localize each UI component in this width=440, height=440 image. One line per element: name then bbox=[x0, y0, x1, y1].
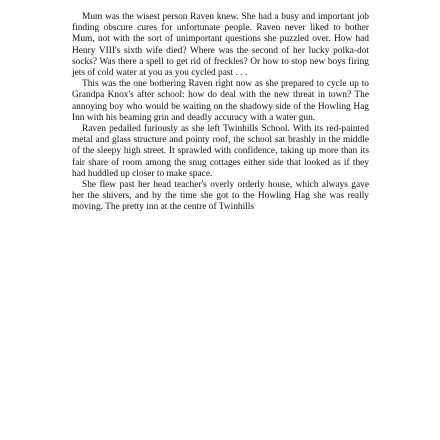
paragraph-1: Mum was the wisest person Raven knew. She had a busy and important job finding obscure cures for unfortunate people. Raven never liked to bother Mum, not with the sort of unimportant questions she puzzled over. How had Henry VIII's sixth wife died? Where was the second of her lucky polka-dot socks? Was there a spell to get rid of freckles? Or how to stop new boys firing jets of cold water at you as you cycled past . . . bbox=[72, 12, 369, 79]
paragraph-3: Raven pedalled furiously as she left Twinhills School. With its red-painted metal and glass structure and pointy roof, the school sat brashly in the middle of the sleepy high street. It sprawled with confidence, taking up more than its fair share of room among the snug cottages either side that looked as if they had huddled up closer to make space. bbox=[72, 124, 369, 179]
paragraph-4: She flew past her head teacher's overly orderly house, which always gave her the shivers, and by the time she got to the Howling Hag she was really moving. The pretty inn at the centre of Twinhills bbox=[72, 180, 369, 213]
paragraph-2: This was the one bothering Raven right now as she prepared to cycle up to Grandpa Knox's after school: how do deal with the new threat in town? The annoying boy who would be waiting on the shadowy side of the Howling Hag Inn with his beaming grin and deadly accuracy with a water gun. bbox=[72, 79, 369, 123]
